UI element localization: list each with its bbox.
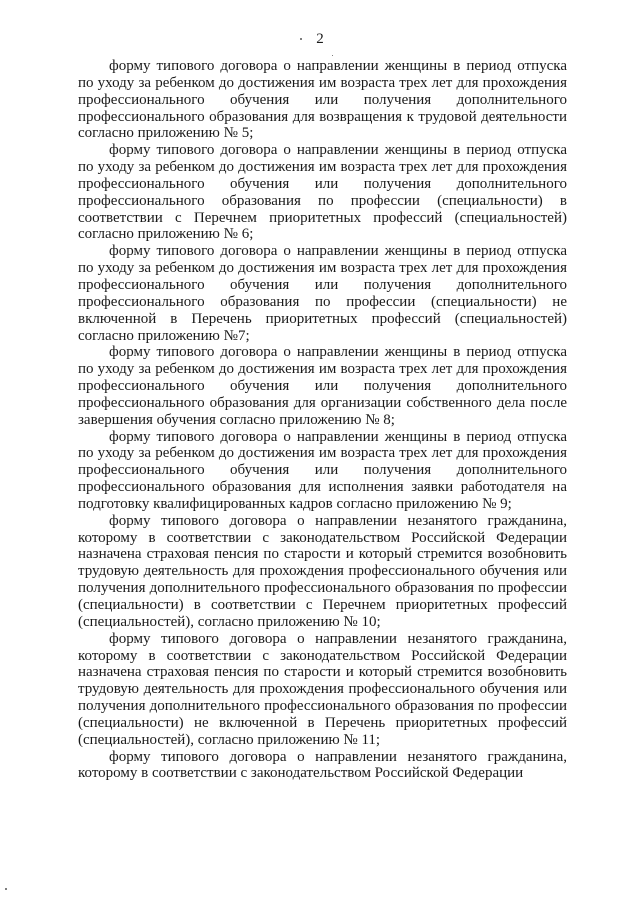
paragraph-appendix-7: форму типового договора о направлении женщины в период отпуска по уходу за ребенком до достижения им возраста трех лет для прохождения профессионального обучения или получения дополнительного профессионального образования по профессии (специальности) не включенной в Перечень приоритетных профессий (специальностей) согласно приложению №7; <box>78 243 567 344</box>
scan-speck <box>5 888 7 890</box>
paragraph-appendix-5: форму типового договора о направлении женщины в период отпуска по уходу за ребенком до достижения им возраста трех лет для прохождения профессионального обучения или получения дополнительного профессионального образования для возвращения к трудовой деятельности согласно приложению № 5; <box>78 58 567 142</box>
paragraph-appendix-6: форму типового договора о направлении женщины в период отпуска по уходу за ребенком до достижения им возраста трех лет для прохождения профессионального обучения или получения дополнительного профессионального образования по профессии (специальности) в соответствии с Перечнем приоритетных профессий (специальностей) согласно приложению № 6; <box>78 142 567 243</box>
page-number: 2 <box>316 31 324 47</box>
scan-speck <box>332 55 333 56</box>
paragraph-appendix-11: форму типового договора о направлении незанятого гражданина, которому в соответствии с законодательством Российской Федерации назначена страховая пенсия по старости и который стремится возобновить трудовую деятельность для прохождения профессионального обучения или получения дополнительного профессионального образования по профессии (специальности) не включенной в Перечень приоритетных профессий (специальностей), согласно приложению № 11; <box>78 630 567 748</box>
paragraph-appendix-9: форму типового договора о направлении женщины в период отпуска по уходу за ребенком до достижения им возраста трех лет для прохождения профессионального обучения или получения дополнительного профессионального образования для исполнения заявки работодателя на подготовку квалифицированных кадров согласно приложению № 9; <box>78 428 567 512</box>
paragraph-appendix-8: форму типового договора о направлении женщины в период отпуска по уходу за ребенком до достижения им возраста трех лет для прохождения профессионального обучения или получения дополнительного профессионального образования для организации собственного дела после завершения обучения согласно приложению № 8; <box>78 344 567 428</box>
paragraph-appendix-12-partial: форму типового договора о направлении незанятого гражданина, которому в соответствии с законодательством Российской Федерации <box>78 748 567 782</box>
paragraph-appendix-10: форму типового договора о направлении незанятого гражданина, которому в соответствии с законодательством Российской Федерации назначена страховая пенсия по старости и который стремится возобновить трудовую деятельность для прохождения профессионального обучения или получения дополнительного профессионального образования по профессии (специальности) в соответствии с Перечнем приоритетных профессий (специальностей), согласно приложению № 10; <box>78 512 567 630</box>
document-body <box>78 58 567 782</box>
scan-speck <box>300 38 302 40</box>
